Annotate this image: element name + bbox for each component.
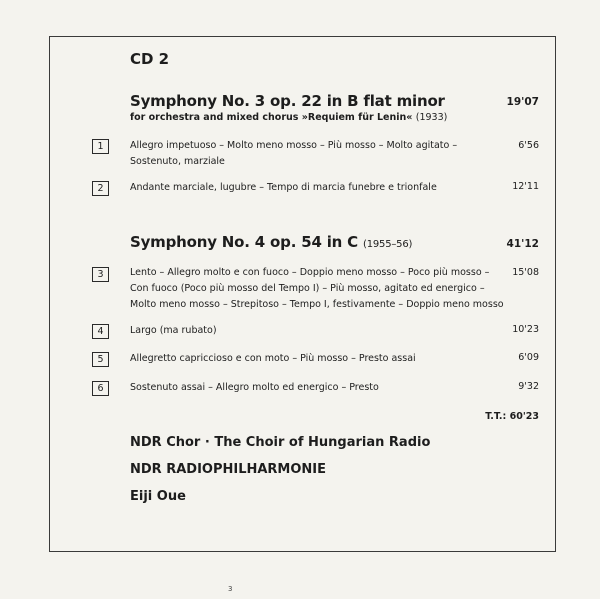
track-duration: 9'32 <box>518 381 539 392</box>
symphony-3-subtitle-text: for orchestra and mixed chorus »Requiem für Lenin« <box>130 112 413 123</box>
track-movements <box>130 351 416 367</box>
movement-line: Sostenuto, marziale <box>130 156 225 167</box>
track-duration: 10'23 <box>512 324 539 335</box>
performer-conductor: Eiji Oue <box>130 489 186 504</box>
track-movements <box>130 323 217 339</box>
movement-line: Andante marciale, lugubre – Tempo di marcia funebre e trionfale <box>130 182 437 193</box>
track-movements <box>130 180 437 196</box>
movement-line: Sostenuto assai – Allegro molto ed energico – Presto <box>130 382 379 393</box>
movement-line: Molto meno mosso – Strepitoso – Tempo I, festivamente – Doppio meno mosso <box>130 299 504 310</box>
symphony-3-title-text: Symphony No. 3 op. 22 in B flat minor <box>130 92 445 110</box>
track-movements <box>130 380 379 396</box>
movement-line: Largo (ma rubato) <box>130 325 217 336</box>
track-duration: 12'11 <box>512 181 539 192</box>
cd-label: CD 2 <box>130 50 170 68</box>
symphony-3-title <box>130 92 445 110</box>
symphony-3-subtitle <box>130 112 447 123</box>
track-number-box: 3 <box>92 267 109 282</box>
symphony-3-duration: 19'07 <box>506 96 539 108</box>
track-movements <box>130 265 504 313</box>
movement-line: Allegro impetuoso – Molto meno mosso – Più mosso – Molto agitato – <box>130 140 458 151</box>
performer-orchestra: NDR RADIOPHILHARMONIE <box>130 462 327 477</box>
symphony-4-title <box>130 233 412 251</box>
symphony-3-years: (1933) <box>415 112 448 123</box>
track-duration: 6'56 <box>518 140 539 151</box>
track-number-box: 5 <box>92 352 109 367</box>
track-number-box: 1 <box>92 139 109 154</box>
track-movements <box>130 138 457 170</box>
track-number-box: 4 <box>92 324 109 339</box>
movement-line: Allegretto capriccioso e con moto – Più mosso – Presto assai <box>130 353 416 364</box>
symphony-4-duration: 41'12 <box>506 238 539 250</box>
track-duration: 15'08 <box>512 267 539 278</box>
track-duration: 6'09 <box>518 352 539 363</box>
total-time: T.T.: 60'23 <box>485 411 539 422</box>
track-number-box: 6 <box>92 381 109 396</box>
symphony-4-years: (1955–56) <box>363 239 413 250</box>
performer-choir: NDR Chor · The Choir of Hungarian Radio <box>130 435 431 450</box>
symphony-4-title-text: Symphony No. 4 op. 54 in C <box>130 233 358 251</box>
page-mark: 3 <box>228 585 233 593</box>
track-number-box: 2 <box>92 181 109 196</box>
movement-line: Con fuoco (Poco più mosso del Tempo I) – Più mosso, agitato ed energico – <box>130 283 485 294</box>
movement-line: Lento – Allegro molto e con fuoco – Doppio meno mosso – Poco più mosso – <box>130 267 490 278</box>
